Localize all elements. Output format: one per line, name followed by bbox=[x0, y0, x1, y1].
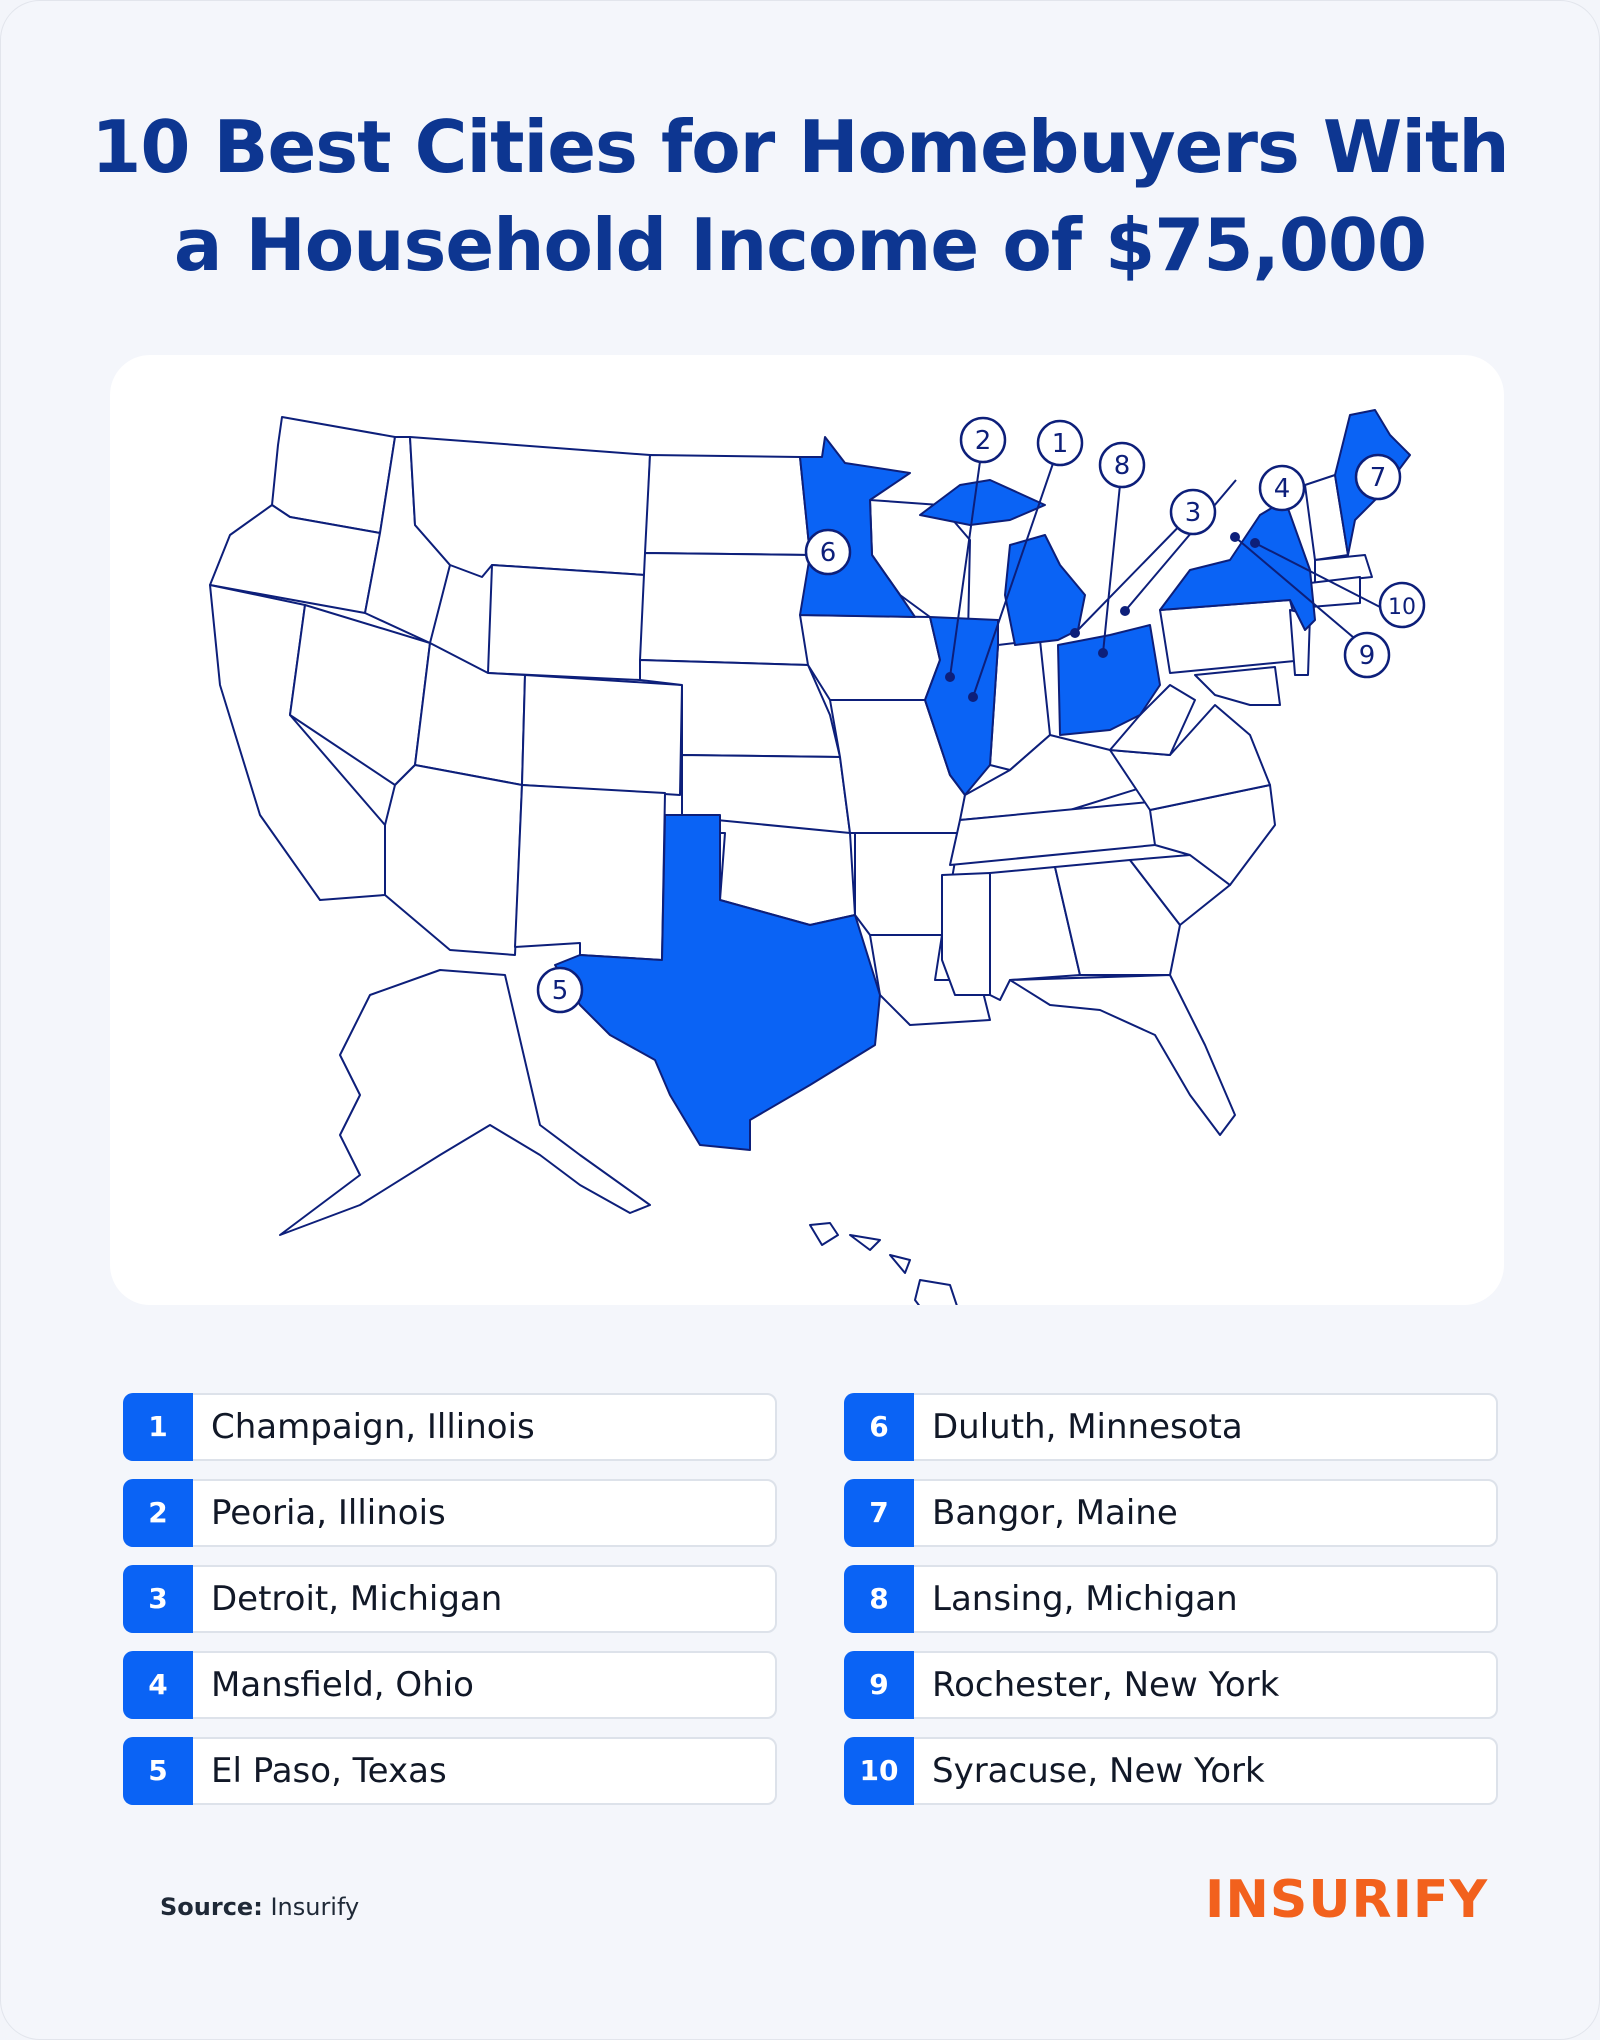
rank-badge: 2 bbox=[123, 1479, 193, 1547]
list-item bbox=[123, 1393, 777, 1461]
list-item bbox=[844, 1737, 1498, 1805]
city-name: Duluth, Minnesota bbox=[932, 1407, 1243, 1447]
map-card bbox=[110, 355, 1504, 1305]
map-marker-label: 1 bbox=[1051, 429, 1069, 459]
map-marker-label: 2 bbox=[974, 426, 992, 456]
source-value: Insurify bbox=[270, 1893, 360, 1921]
rank-badge: 10 bbox=[844, 1737, 914, 1805]
state-hawaii bbox=[810, 1223, 960, 1305]
rank-badge: 6 bbox=[844, 1393, 914, 1461]
us-map bbox=[110, 355, 1504, 1305]
state-pennsylvania bbox=[1160, 600, 1305, 673]
ranking-list-left bbox=[123, 1393, 777, 1823]
map-marker-label: 9 bbox=[1358, 641, 1376, 671]
state-new-mexico bbox=[515, 785, 665, 960]
list-item bbox=[123, 1479, 777, 1547]
state-maryland bbox=[1195, 667, 1280, 705]
list-item bbox=[844, 1651, 1498, 1719]
map-marker-label: 7 bbox=[1369, 463, 1387, 493]
title-line-2: a Household Income of $75,000 bbox=[173, 203, 1427, 287]
title-line-1: 10 Best Cities for Homebuyers With bbox=[91, 105, 1509, 189]
rank-badge: 1 bbox=[123, 1393, 193, 1461]
state-florida bbox=[1010, 975, 1235, 1135]
rank-badge: 7 bbox=[844, 1479, 914, 1547]
city-dot-detroit bbox=[1070, 628, 1080, 638]
map-marker-label: 10 bbox=[1388, 595, 1416, 620]
city-dot-mansfield bbox=[1120, 606, 1130, 616]
page-title bbox=[0, 98, 1600, 294]
state-north-dakota bbox=[645, 455, 810, 555]
map-marker-label: 5 bbox=[551, 976, 569, 1006]
city-dot-peoria bbox=[945, 672, 955, 682]
city-name: Bangor, Maine bbox=[932, 1493, 1178, 1533]
list-item bbox=[844, 1565, 1498, 1633]
city-name: Lansing, Michigan bbox=[932, 1579, 1238, 1619]
city-name: Mansfield, Ohio bbox=[211, 1665, 474, 1705]
insurify-logo: INSURIFY bbox=[1205, 1870, 1489, 1930]
state-arizona bbox=[385, 765, 522, 955]
list-item bbox=[123, 1737, 777, 1805]
state-colorado bbox=[522, 675, 682, 795]
rank-badge: 4 bbox=[123, 1651, 193, 1719]
state-wyoming bbox=[488, 565, 645, 680]
map-marker-label: 8 bbox=[1113, 451, 1131, 481]
city-name: Detroit, Michigan bbox=[211, 1579, 503, 1619]
city-dot-rochester bbox=[1230, 532, 1240, 542]
city-dot-champaign bbox=[968, 692, 978, 702]
map-marker-label: 3 bbox=[1184, 498, 1202, 528]
state-mississippi bbox=[942, 873, 990, 995]
list-item bbox=[123, 1565, 777, 1633]
source-label: Source: bbox=[160, 1893, 263, 1921]
state-south-dakota bbox=[640, 553, 810, 665]
ranking-list-right bbox=[844, 1393, 1498, 1823]
city-name: El Paso, Texas bbox=[211, 1751, 447, 1791]
rank-badge: 5 bbox=[123, 1737, 193, 1805]
map-marker-label: 4 bbox=[1273, 474, 1291, 504]
rank-badge: 8 bbox=[844, 1565, 914, 1633]
rank-badge: 3 bbox=[123, 1565, 193, 1633]
city-name: Champaign, Illinois bbox=[211, 1407, 535, 1447]
map-marker-label: 6 bbox=[819, 538, 837, 568]
state-montana bbox=[410, 437, 650, 577]
state-iowa bbox=[800, 615, 940, 700]
city-name: Syracuse, New York bbox=[932, 1751, 1265, 1791]
list-item bbox=[844, 1393, 1498, 1461]
list-item bbox=[123, 1651, 777, 1719]
rank-badge: 9 bbox=[844, 1651, 914, 1719]
city-name: Rochester, New York bbox=[932, 1665, 1280, 1705]
city-dot-syracuse bbox=[1250, 538, 1260, 548]
list-item bbox=[844, 1479, 1498, 1547]
state-michigan-upper bbox=[920, 480, 1045, 525]
source-note bbox=[160, 1893, 359, 1921]
city-dot-lansing bbox=[1098, 648, 1108, 658]
state-washington bbox=[272, 417, 395, 533]
city-name: Peoria, Illinois bbox=[211, 1493, 446, 1533]
